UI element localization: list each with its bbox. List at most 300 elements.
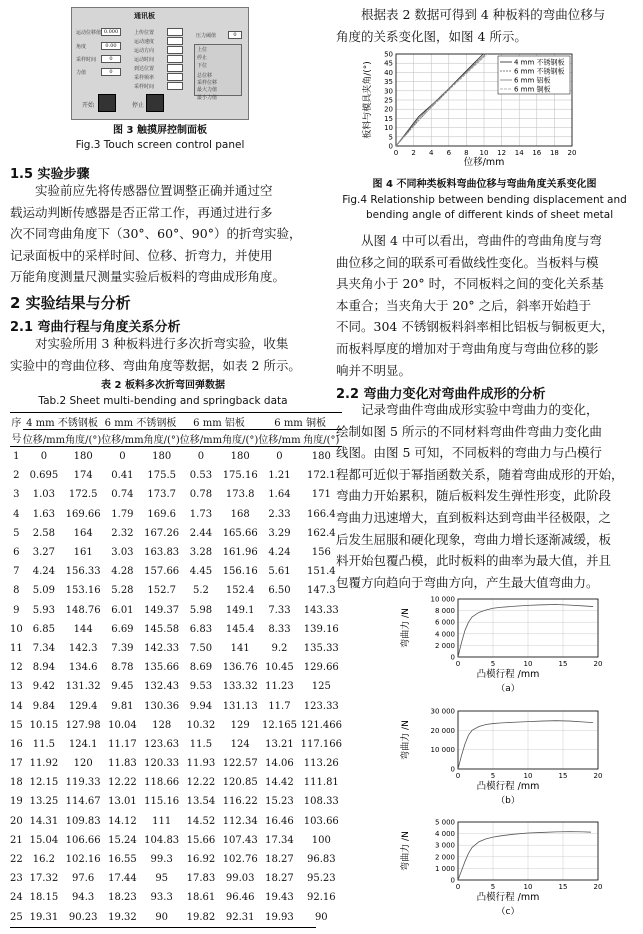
y-tick-label: 30 bbox=[384, 87, 393, 96]
section-2-2-title: 2.2 弯曲力变化对弯曲件成形的分析 bbox=[336, 387, 546, 402]
y-tick-label: 4 000 bbox=[434, 830, 455, 839]
x-tick-label: 10 bbox=[479, 149, 489, 157]
y-tick-label: 45 bbox=[384, 59, 393, 68]
table-cell: 15.24 bbox=[108, 834, 137, 846]
table-header: 6 mm 铜板 bbox=[258, 413, 342, 430]
table-cell: 122.57 bbox=[222, 758, 258, 770]
x-tick-label: 5 bbox=[490, 772, 496, 780]
y-tick-label: 2 000 bbox=[434, 641, 455, 650]
table-row bbox=[10, 562, 342, 581]
table-row bbox=[10, 485, 342, 504]
legend-label: 6 mm 铜板 bbox=[514, 85, 551, 94]
table-cell: 174 bbox=[73, 470, 93, 482]
table-cell: 13.01 bbox=[108, 796, 137, 808]
table-row bbox=[10, 601, 342, 620]
table-cell: 2.58 bbox=[32, 527, 56, 539]
table-row bbox=[10, 869, 342, 888]
table-cell: 99.03 bbox=[225, 873, 255, 885]
y-tick-label: 50 bbox=[384, 50, 393, 59]
table-cell: 123.33 bbox=[303, 700, 339, 712]
table-cell: 95 bbox=[155, 873, 169, 885]
x-axis-label: 凸模行程 /mm bbox=[476, 781, 540, 792]
table-row bbox=[10, 812, 342, 831]
table-cell: 12.22 bbox=[186, 777, 216, 789]
panel-value-box bbox=[167, 46, 183, 54]
table-cell: 153.16 bbox=[65, 585, 101, 597]
table-cell: 152.7 bbox=[147, 585, 176, 597]
text-line: 从图 4 中可以看出，弯曲件的弯曲角度与弯 bbox=[361, 233, 602, 248]
table-row bbox=[10, 466, 342, 485]
y-tick-label: 10 000 bbox=[430, 746, 455, 755]
table-cell: 6.83 bbox=[189, 623, 213, 635]
table-cell: 5.2 bbox=[192, 585, 209, 597]
table-cell: 11.5 bbox=[189, 738, 213, 750]
table-cell: 11.5 bbox=[32, 738, 56, 750]
y-axis-label: 板料与模具夹角/(°) bbox=[363, 61, 373, 139]
table-cell: 125 bbox=[311, 681, 331, 693]
table-cell: 96.83 bbox=[306, 854, 336, 866]
table-cell: 124 bbox=[230, 738, 250, 750]
panel-label: 上位 bbox=[197, 47, 208, 53]
text-line: 不同。304 不锈钢板料斜率相比铝板与铜板更大， bbox=[336, 319, 614, 335]
table-cell: 128 bbox=[152, 719, 172, 731]
section-1-5-body bbox=[10, 180, 316, 288]
y-tick-label: 0 bbox=[450, 653, 455, 662]
panel-label: 到达位置 bbox=[134, 66, 155, 72]
table-cell: 95.23 bbox=[306, 873, 336, 885]
table-row bbox=[10, 543, 342, 562]
table-cell: 9.53 bbox=[189, 681, 213, 693]
table-cell: 14.06 bbox=[265, 758, 294, 770]
y-tick-label: 6 000 bbox=[434, 618, 455, 627]
table-cell: 14.12 bbox=[108, 815, 137, 827]
table-cell: 19.93 bbox=[265, 911, 294, 923]
table-cell: 6 bbox=[13, 547, 20, 559]
table2 bbox=[10, 412, 342, 928]
table-cell: 18.27 bbox=[265, 854, 294, 866]
start-button[interactable] bbox=[98, 94, 116, 112]
table-cell: 13.25 bbox=[29, 796, 59, 808]
fig5a-chart bbox=[396, 593, 606, 697]
table-cell: 156.16 bbox=[222, 566, 258, 578]
table-cell: 4.24 bbox=[32, 566, 56, 578]
y-tick-label: 20 bbox=[384, 105, 393, 114]
table-cell: 142.33 bbox=[144, 642, 180, 654]
table-cell: 19.31 bbox=[29, 911, 59, 923]
table-cell: 96.46 bbox=[225, 892, 255, 904]
x-axis-label: 凸模行程 /mm bbox=[476, 669, 540, 680]
table-cell: 143.33 bbox=[303, 604, 339, 616]
y-tick-label: 8 000 bbox=[434, 607, 455, 616]
panel-label: 最大力值 bbox=[197, 87, 218, 93]
text-line: 本重合；当夹角大于 20° 之后，斜率开始趋于 bbox=[336, 297, 592, 313]
panel-label: 总位移 bbox=[197, 73, 213, 79]
table-cell: 12.22 bbox=[108, 777, 137, 789]
table-bottom-rule bbox=[10, 927, 316, 928]
text-line: 根据表 2 数据可得到 4 种板料的弯曲位移与 bbox=[361, 7, 606, 22]
panel-label: 力值 bbox=[76, 70, 87, 76]
table-cell: 117.166 bbox=[300, 738, 342, 750]
text-line: 实验前应先将传感器位置调整正确并通过空 bbox=[35, 183, 273, 198]
table-header: 序 bbox=[11, 417, 22, 429]
panel-value-box: 0 bbox=[101, 68, 121, 76]
table-header: 角度/(°) bbox=[222, 434, 259, 446]
table-cell: 0.74 bbox=[111, 489, 134, 501]
panel-label: 运动方向 bbox=[134, 48, 155, 54]
table-cell: 11.7 bbox=[268, 700, 291, 712]
table-cell: 19.32 bbox=[108, 911, 137, 923]
table-cell: 9.2 bbox=[271, 642, 288, 654]
table-cell: 7 bbox=[13, 566, 20, 578]
table-cell: 120.33 bbox=[144, 758, 180, 770]
table-cell: 2.33 bbox=[268, 508, 291, 520]
series-line bbox=[458, 605, 593, 657]
table-cell: 1.63 bbox=[32, 508, 56, 520]
text-line: 包覆方向趋向于弯曲方向，产生最大值弯曲力。 bbox=[336, 574, 599, 590]
x-tick-label: 20 bbox=[593, 883, 603, 891]
text-line: 实验中的弯曲位移、弯曲角度等数据，如表 2 所示。 bbox=[10, 357, 301, 373]
x-tick-label: 10 bbox=[523, 660, 533, 668]
x-tick-label: 16 bbox=[532, 149, 542, 157]
table-cell: 14.52 bbox=[186, 815, 216, 827]
panel-value-box: 0 bbox=[228, 31, 242, 39]
text-line: 曲位移之间的联系可看做线性变化。当板料与模 bbox=[336, 254, 599, 270]
subfigure-label: （b） bbox=[496, 796, 520, 806]
table-header: 角度/(°) bbox=[65, 434, 102, 446]
table-cell: 3.27 bbox=[32, 547, 56, 559]
table-cell: 17 bbox=[10, 758, 23, 770]
y-axis-label: 弯曲力 /N bbox=[401, 831, 411, 871]
table-cell: 152.4 bbox=[225, 585, 255, 597]
section-1-5-title: 1.5 实验步骤 bbox=[10, 167, 90, 182]
x-tick-label: 15 bbox=[558, 883, 568, 891]
y-axis-label: 弯曲力 /N bbox=[401, 608, 411, 648]
text-line: 记录弯曲件弯曲成形实验中弯曲力的变化， bbox=[361, 402, 599, 417]
text-line: 线图。由图 5 可知，不同板料的弯曲力与凸模行 bbox=[336, 445, 602, 461]
y-tick-label: 20 000 bbox=[430, 726, 455, 735]
table-cell: 16.92 bbox=[186, 854, 216, 866]
table-cell: 20 bbox=[10, 815, 23, 827]
table-cell: 168 bbox=[230, 508, 250, 520]
panel-value-box bbox=[167, 28, 183, 36]
table-cell: 92.31 bbox=[225, 911, 255, 923]
table-cell: 4.24 bbox=[268, 547, 291, 559]
table-cell: 175.16 bbox=[222, 470, 258, 482]
y-tick-label: 15 bbox=[384, 114, 393, 123]
y-tick-label: 5 bbox=[388, 133, 393, 142]
x-tick-label: 5 bbox=[490, 660, 496, 668]
table-cell: 18.27 bbox=[265, 873, 294, 885]
table-cell: 10.45 bbox=[265, 662, 294, 674]
table-cell: 8.69 bbox=[189, 662, 213, 674]
table-cell: 4 bbox=[13, 508, 20, 520]
table-cell: 121.466 bbox=[300, 719, 342, 731]
y-tick-label: 4 000 bbox=[434, 630, 455, 639]
x-tick-label: 20 bbox=[567, 149, 577, 157]
table-header: 位移/mm bbox=[179, 434, 223, 446]
table-cell: 173.7 bbox=[147, 489, 176, 501]
y-tick-label: 35 bbox=[384, 78, 393, 87]
table-cell: 180 bbox=[73, 451, 93, 463]
table-cell: 172.1 bbox=[306, 470, 336, 482]
table-header: 角度/(°) bbox=[303, 434, 340, 446]
table-header: 6 mm 铝板 bbox=[180, 413, 259, 430]
table-cell: 6.85 bbox=[32, 623, 56, 635]
y-tick-label: 0 bbox=[388, 142, 393, 151]
table-header: 位移/mm bbox=[258, 434, 301, 446]
table-cell: 90 bbox=[155, 911, 169, 923]
table-cell: 14.31 bbox=[29, 815, 59, 827]
x-tick-label: 0 bbox=[455, 772, 461, 780]
table-cell: 97.6 bbox=[72, 873, 95, 885]
panel-start-label: 开始 bbox=[82, 102, 95, 109]
fig4-caption-en-1: Fig.4 Relationship between bending displacement and bbox=[342, 194, 627, 206]
fig5b-chart bbox=[396, 705, 606, 809]
table-row bbox=[10, 888, 342, 907]
table-cell: 148.76 bbox=[65, 604, 101, 616]
table-cell: 16 bbox=[10, 738, 23, 750]
section-2-title: 2 实验结果与分析 bbox=[10, 294, 131, 312]
table-cell: 17.83 bbox=[186, 873, 216, 885]
table-cell: 8.78 bbox=[111, 662, 134, 674]
table-cell: 139.16 bbox=[303, 623, 339, 635]
y-tick-label: 5 000 bbox=[434, 818, 455, 827]
table-cell: 6.50 bbox=[268, 585, 291, 597]
touch-screen-panel bbox=[71, 7, 249, 120]
table-cell: 151.4 bbox=[306, 566, 336, 578]
y-tick-label: 10 bbox=[384, 124, 393, 133]
table-cell: 0 bbox=[197, 451, 205, 463]
y-tick-label: 3 000 bbox=[434, 841, 455, 850]
text-line: 万能角度测量尺测量实验后板料的弯曲成形角度。 bbox=[10, 269, 286, 285]
table-cell: 11.23 bbox=[265, 681, 294, 693]
y-tick-label: 1 000 bbox=[434, 864, 455, 873]
panel-value-box bbox=[167, 64, 183, 72]
table-cell: 15 bbox=[10, 719, 23, 731]
table-cell: 13 bbox=[10, 681, 23, 693]
table2-caption-en: Tab.2 Sheet multi-bending and springback data bbox=[38, 395, 288, 407]
table-cell: 12 bbox=[10, 662, 23, 674]
panel-label: 停止 bbox=[197, 55, 208, 61]
text-line: 载运动判断传感器是否正常工作，再通过进行多 bbox=[10, 204, 273, 220]
table-cell: 114.67 bbox=[65, 796, 101, 808]
table-cell: 167.26 bbox=[144, 527, 180, 539]
table-cell: 149.37 bbox=[144, 604, 180, 616]
table-cell: 180 bbox=[230, 451, 250, 463]
table-cell: 22 bbox=[10, 854, 23, 866]
x-tick-label: 2 bbox=[411, 149, 416, 157]
table-cell: 17.34 bbox=[265, 834, 294, 846]
table-cell: 104.83 bbox=[144, 834, 180, 846]
panel-value-box: 0 bbox=[101, 55, 121, 63]
table-cell: 12.165 bbox=[261, 719, 297, 731]
table-cell: 161 bbox=[73, 547, 93, 559]
y-tick-label: 40 bbox=[384, 68, 393, 77]
table-row bbox=[10, 524, 342, 543]
table-cell: 0 bbox=[119, 451, 126, 463]
table-cell: 147.3 bbox=[306, 585, 336, 597]
x-tick-label: 4 bbox=[428, 149, 434, 157]
table-cell: 135.33 bbox=[303, 642, 339, 654]
panel-label: 下位 bbox=[197, 63, 208, 69]
series-line bbox=[458, 832, 591, 880]
x-axis-label: 位移/mm bbox=[463, 157, 505, 168]
x-tick-label: 10 bbox=[523, 772, 533, 780]
stop-button[interactable] bbox=[146, 94, 164, 112]
table-cell: 3.03 bbox=[111, 547, 134, 559]
text-line: 绘制如图 5 所示的不同材料弯曲件弯曲力变化曲 bbox=[336, 423, 602, 439]
table-cell: 106.66 bbox=[65, 834, 101, 846]
table-cell: 109.83 bbox=[65, 815, 101, 827]
fig4-caption-en-2: bending angle of different kinds of sheet metal bbox=[366, 209, 614, 221]
table-cell: 169.66 bbox=[65, 508, 101, 520]
table-header: 位移/mm bbox=[22, 434, 66, 446]
table-row bbox=[10, 620, 342, 639]
text-line: 记录面板中的采样时间、位移、折弯力，并使用 bbox=[10, 247, 273, 263]
table-cell: 5.61 bbox=[268, 566, 291, 578]
table-cell: 10.15 bbox=[29, 719, 59, 731]
table-cell: 99.3 bbox=[150, 854, 173, 866]
table-cell: 9.84 bbox=[32, 700, 56, 712]
panel-label: 角度 bbox=[76, 44, 87, 50]
table-cell: 164 bbox=[73, 527, 93, 539]
table-cell: 108.33 bbox=[303, 796, 339, 808]
text-line: 后发生屈服和硬化现象，弯曲力增长逐渐减缓，板 bbox=[336, 531, 612, 547]
table-cell: 15.04 bbox=[29, 834, 59, 846]
table-cell: 100 bbox=[311, 834, 331, 846]
text-line: 料开始包覆凸模，此时板料的曲率为最大值，并且 bbox=[336, 553, 612, 569]
text-line: 对实验所用 3 种板料进行多次折弯实验，收集 bbox=[35, 336, 289, 351]
table-cell: 120.85 bbox=[222, 777, 258, 789]
table-cell: 180 bbox=[311, 451, 331, 463]
x-tick-label: 14 bbox=[514, 149, 524, 157]
table-row bbox=[10, 658, 342, 677]
table-cell: 10 bbox=[10, 623, 23, 635]
x-tick-label: 12 bbox=[497, 149, 507, 157]
table-cell: 156.33 bbox=[65, 566, 101, 578]
table-cell: 162.4 bbox=[306, 527, 336, 539]
table-cell: 129.4 bbox=[68, 700, 98, 712]
table-cell: 102.76 bbox=[222, 854, 258, 866]
table-cell: 111 bbox=[152, 815, 172, 827]
panel-value-box bbox=[167, 73, 183, 81]
panel-label: 采样时间 bbox=[134, 84, 155, 90]
table-cell: 1.21 bbox=[268, 470, 291, 482]
table-row bbox=[10, 716, 342, 735]
table-cell: 18.61 bbox=[186, 892, 216, 904]
table-cell: 10.32 bbox=[186, 719, 216, 731]
table-cell: 1 bbox=[13, 451, 20, 463]
x-tick-label: 0 bbox=[455, 883, 461, 891]
table-body bbox=[10, 447, 342, 927]
subfigure-label: （a） bbox=[496, 684, 520, 694]
table-cell: 131.32 bbox=[65, 681, 101, 693]
table-cell: 142.3 bbox=[68, 642, 98, 654]
table-cell: 13.21 bbox=[265, 738, 294, 750]
table-cell: 0.695 bbox=[29, 470, 59, 482]
panel-label: 运动时间 bbox=[134, 57, 155, 63]
table-row bbox=[10, 505, 342, 524]
table-cell: 169.6 bbox=[147, 508, 176, 520]
table-cell: 1.79 bbox=[111, 508, 134, 520]
table-cell: 131.13 bbox=[222, 700, 258, 712]
table-cell: 13.54 bbox=[186, 796, 216, 808]
table-cell: 11.92 bbox=[29, 758, 59, 770]
panel-stop-label: 停止 bbox=[132, 102, 145, 109]
table-cell: 6.01 bbox=[111, 604, 134, 616]
table-cell: 129 bbox=[230, 719, 250, 731]
panel-label: 运动速度 bbox=[134, 39, 155, 45]
table-cell: 18.15 bbox=[29, 892, 59, 904]
table-cell: 11.83 bbox=[108, 758, 137, 770]
x-tick-label: 20 bbox=[593, 660, 603, 668]
table-cell: 115.16 bbox=[144, 796, 180, 808]
table-cell: 133.32 bbox=[222, 681, 258, 693]
x-tick-label: 0 bbox=[455, 660, 461, 668]
table-cell: 11 bbox=[10, 642, 23, 654]
table-cell: 5 bbox=[13, 527, 20, 539]
table-cell: 113.26 bbox=[303, 758, 339, 770]
x-tick-label: 0 bbox=[393, 149, 399, 157]
table-cell: 6.69 bbox=[111, 623, 134, 635]
table-cell: 7.34 bbox=[32, 642, 56, 654]
table-cell: 17.44 bbox=[108, 873, 137, 885]
table-cell: 157.66 bbox=[144, 566, 180, 578]
legend-label: 4 mm 不锈钢板 bbox=[514, 58, 565, 67]
legend-label: 6 mm 铝板 bbox=[514, 76, 551, 85]
table-cell: 14 bbox=[10, 700, 23, 712]
y-axis-label: 弯曲力 /N bbox=[401, 720, 411, 760]
x-tick-label: 6 bbox=[446, 149, 452, 157]
table-cell: 124.1 bbox=[68, 738, 98, 750]
table2-caption-cn: 表 2 板料多次折弯回弹数据 bbox=[101, 380, 225, 391]
y-tick-label: 10 000 bbox=[430, 595, 455, 604]
table-cell: 116.22 bbox=[222, 796, 258, 808]
table-cell: 149.1 bbox=[225, 604, 255, 616]
table-cell: 24 bbox=[10, 892, 23, 904]
fig4-chart bbox=[360, 48, 590, 172]
table-cell: 16.46 bbox=[265, 815, 294, 827]
table-cell: 7.39 bbox=[111, 642, 134, 654]
text-line: 弯曲力迅速增大，直到板料达到弯曲半径极限，之 bbox=[336, 509, 612, 525]
table-cell: 118.66 bbox=[144, 777, 180, 789]
subfigure-label: （c） bbox=[496, 907, 520, 917]
table-cell: 112.34 bbox=[222, 815, 258, 827]
text-line: 而板料厚度的增加对于弯曲角度与弯曲位移的影 bbox=[336, 340, 599, 356]
section-2-1-body bbox=[10, 333, 316, 376]
table-cell: 171 bbox=[311, 489, 331, 501]
table-cell: 21 bbox=[10, 834, 23, 846]
table-cell: 11.17 bbox=[108, 738, 137, 750]
table-cell: 94.3 bbox=[72, 892, 95, 904]
x-tick-label: 18 bbox=[549, 149, 559, 157]
table-cell: 9.42 bbox=[32, 681, 56, 693]
table-cell: 8.33 bbox=[268, 623, 291, 635]
panel-value-box: 0.00 bbox=[101, 42, 121, 50]
y-tick-label: 30 000 bbox=[430, 707, 455, 716]
y-tick-label: 25 bbox=[384, 96, 393, 105]
table-cell: 0 bbox=[40, 451, 48, 463]
x-tick-label: 15 bbox=[558, 772, 568, 780]
table-cell: 2.32 bbox=[111, 527, 134, 539]
section-2-2-body bbox=[336, 399, 633, 593]
table-cell: 90 bbox=[314, 911, 328, 923]
table-cell: 102.16 bbox=[65, 854, 101, 866]
table-cell: 111.81 bbox=[303, 777, 339, 789]
table-cell: 107.43 bbox=[222, 834, 258, 846]
table-cell: 119.33 bbox=[65, 777, 101, 789]
table-cell: 23 bbox=[10, 873, 23, 885]
